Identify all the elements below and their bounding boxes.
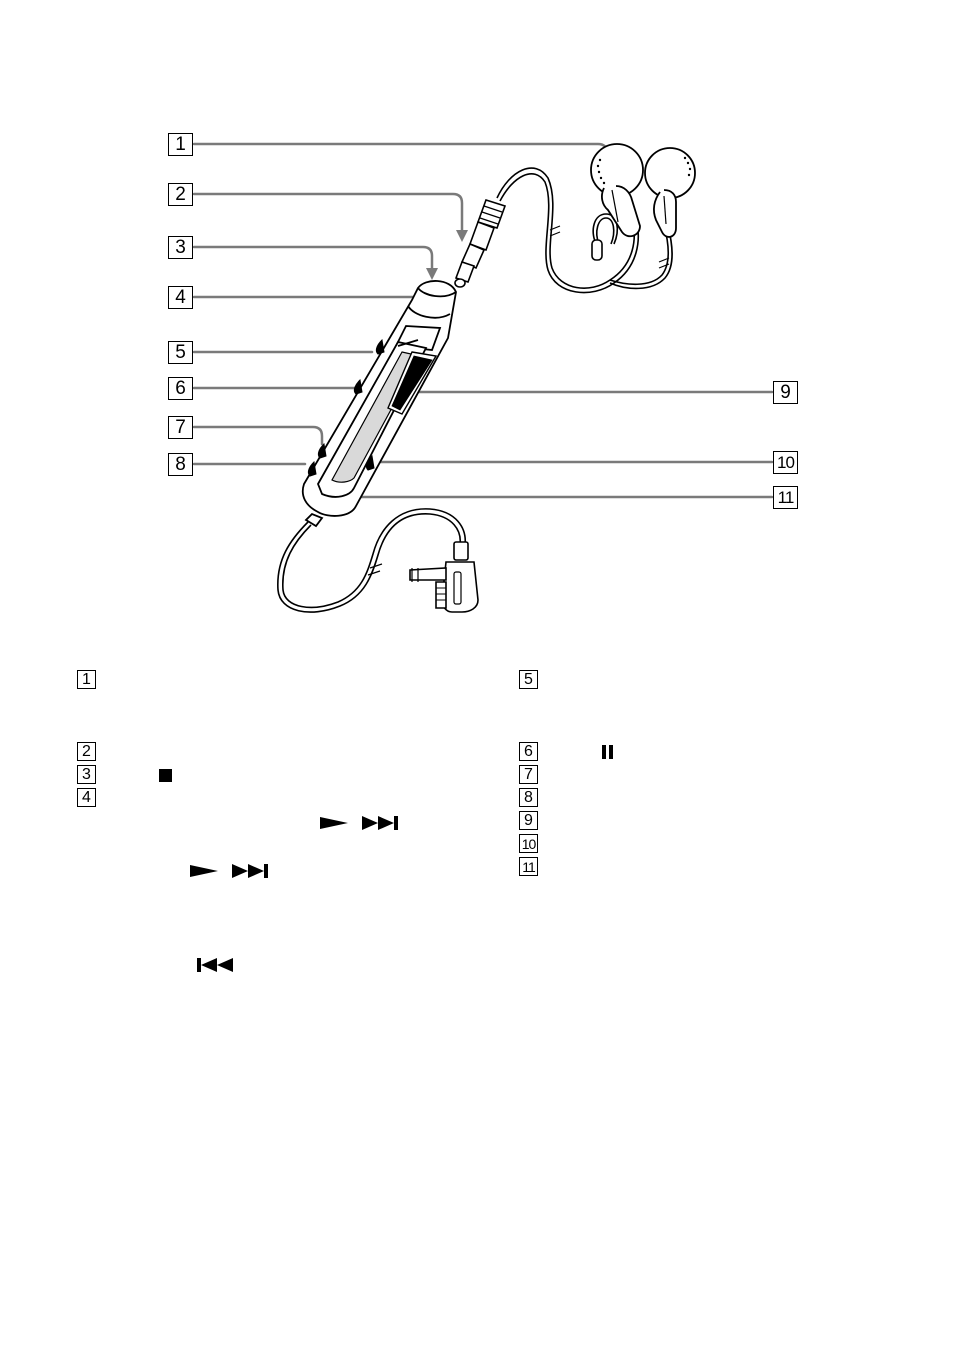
- remote-control: [303, 281, 456, 526]
- legend-number-3: 3: [77, 765, 96, 784]
- previous-track-icon: [197, 957, 235, 973]
- leader-lines: [194, 144, 772, 497]
- legend-number-8: 8: [519, 788, 538, 807]
- leader-11: [344, 460, 772, 497]
- remote-plug: [410, 542, 478, 612]
- pause-icon: [601, 744, 615, 760]
- callout-3: 3: [168, 236, 193, 259]
- legend-number-11: 11: [519, 857, 538, 876]
- leader-7: [194, 427, 322, 444]
- callout-10: 10: [773, 451, 798, 474]
- callout-5: 5: [168, 341, 193, 364]
- callout-11: 11: [773, 486, 798, 509]
- legend-number-1: 1: [77, 670, 96, 689]
- legend-number-2: 2: [77, 742, 96, 761]
- earphone-cord: [497, 168, 672, 292]
- legend-number-5: 5: [519, 670, 538, 689]
- stop-square-icon: [158, 768, 174, 784]
- legend-number-6: 6: [519, 742, 538, 761]
- legend-number-7: 7: [519, 765, 538, 784]
- play-icon: [320, 815, 350, 831]
- callout-6: 6: [168, 377, 193, 400]
- legend-number-9: 9: [519, 811, 538, 830]
- callout-1: 1: [168, 133, 193, 156]
- callout-2: 2: [168, 183, 193, 206]
- next-track-icon: [362, 815, 400, 831]
- callout-9: 9: [773, 381, 798, 404]
- leader-1: [194, 144, 607, 162]
- arrow-head-3: [426, 268, 438, 280]
- legend-number-10: 10: [519, 834, 538, 853]
- play-icon-2: [190, 863, 220, 879]
- right-earbud: [645, 148, 695, 237]
- arrow-head-2: [456, 230, 468, 242]
- legend-number-4: 4: [77, 788, 96, 807]
- leader-3: [194, 247, 432, 272]
- callout-4: 4: [168, 286, 193, 309]
- next-track-icon-2: [232, 863, 270, 879]
- leader-2: [194, 194, 462, 233]
- callout-7: 7: [168, 416, 193, 439]
- callout-8: 8: [168, 453, 193, 476]
